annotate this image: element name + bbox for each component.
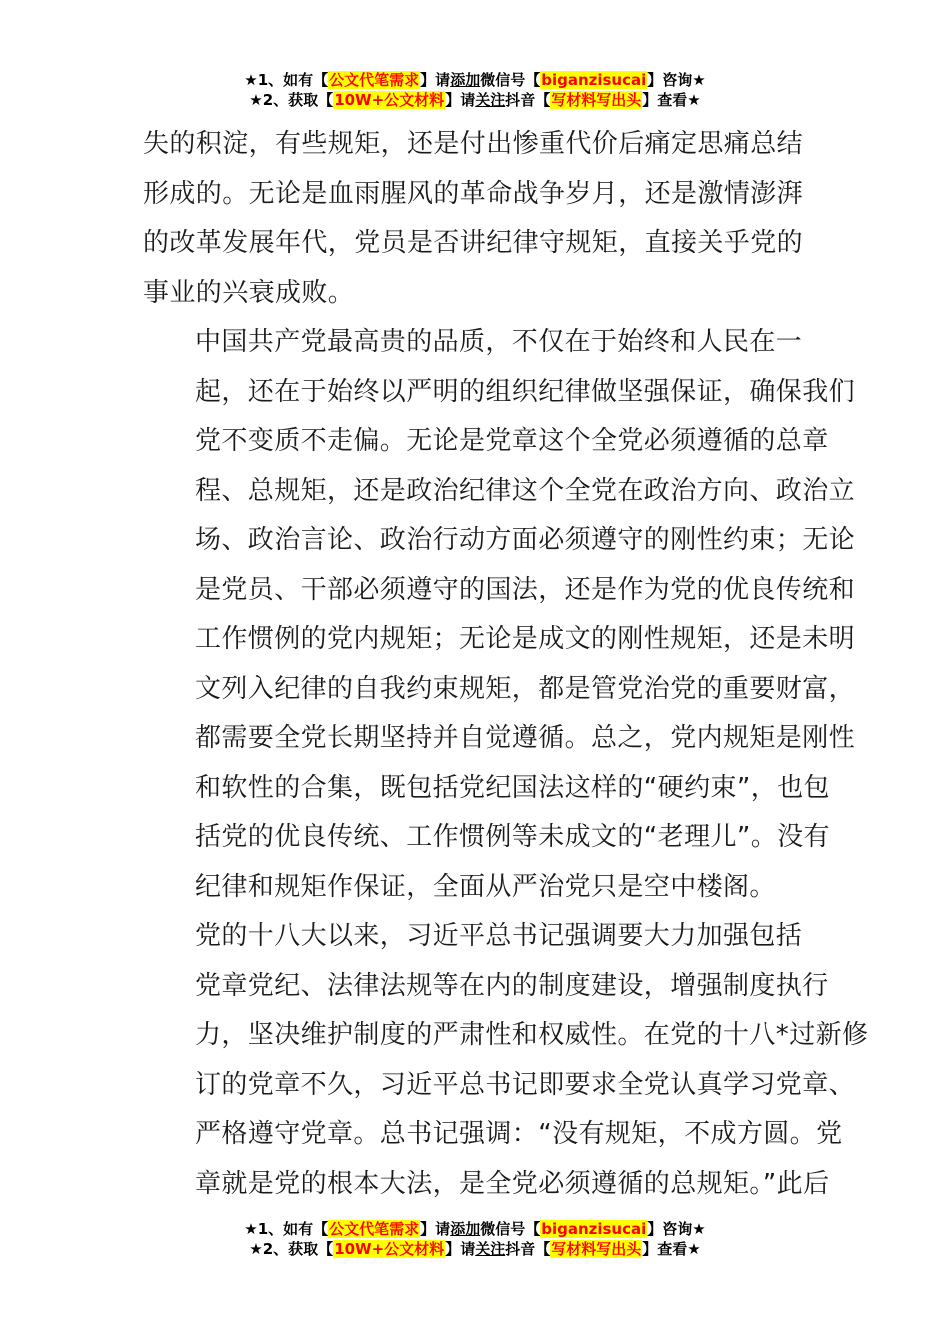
text-line: 力，坚决维护制度的严肃性和权威性。在党的十八*过新修 bbox=[195, 1020, 869, 1050]
banner-underline: 添加 bbox=[450, 71, 481, 89]
text-line: 纪律和规矩作保证，全面从严治党只是空中楼阁。 bbox=[195, 871, 776, 902]
banner-text: 微信号【 bbox=[480, 1220, 541, 1238]
text-line: 党的十八大以来，习近平总书记强调要大力加强包括 bbox=[195, 921, 803, 951]
banner-text: 】请 bbox=[420, 71, 451, 89]
text-line: 括党的优良传统、工作惯例等未成文的“老理儿”。没有 bbox=[195, 822, 830, 852]
banner-line-1 bbox=[0, 1219, 950, 1239]
text-line: 事业的兴衰成败。 bbox=[143, 277, 355, 308]
banner-text: 抖音【 bbox=[505, 91, 551, 109]
banner-text: 】咨询★ bbox=[647, 71, 706, 89]
banner-text: 微信号【 bbox=[480, 71, 541, 89]
text-line: 中国共产党最高贵的品质，不仅在于始终和人民在一 bbox=[195, 327, 803, 357]
text-line: 文列入纪律的自我约束规矩，都是管党治党的重要财富， bbox=[195, 673, 856, 704]
banner-underline: 关注 bbox=[475, 91, 506, 109]
banner-highlight: 写材料写出头 bbox=[551, 91, 642, 109]
text-line: 起，还在于始终以严明的组织纪律做坚强保证，确保我们 bbox=[195, 376, 856, 407]
banner-text: 】查看★ bbox=[642, 1240, 701, 1258]
banner-highlight: biganzisucai bbox=[541, 71, 647, 89]
text-line: 订的党章不久，习近平总书记即要求全党认真学习党章、 bbox=[195, 1069, 856, 1100]
text-line: 和软性的合集，既包括党纪国法这样的“硬约束”，也包 bbox=[195, 772, 830, 803]
text-line: 失的积淀，有些规矩，还是付出惨重代价后痛定思痛总结 bbox=[143, 129, 804, 159]
banner-line-1 bbox=[0, 70, 950, 90]
text-line: 党不变质不走偏。无论是党章这个全党必须遵循的总章 bbox=[195, 426, 829, 456]
banner-text: ★1、如有【 bbox=[244, 71, 329, 89]
text-line: 章就是党的根本大法，是全党必须遵循的总规矩。”此后 bbox=[195, 1168, 830, 1199]
banner-text: ★2、获取【 bbox=[249, 1240, 334, 1258]
banner-text: 】请 bbox=[445, 1240, 476, 1258]
banner-underline: 关注 bbox=[475, 1240, 506, 1258]
paragraph bbox=[143, 120, 807, 318]
text-line: 都需要全党长期坚持并自觉遵循。总之，党内规矩是刚性 bbox=[195, 723, 856, 753]
banner-line-2 bbox=[0, 90, 950, 110]
banner-highlight: biganzisucai bbox=[541, 1220, 647, 1238]
text-line: 工作惯例的党内规矩；无论是成文的刚性规矩，还是未明 bbox=[195, 624, 856, 654]
banner-underline: 添加 bbox=[450, 1220, 481, 1238]
text-line: 严格遵守党章。总书记强调：“没有规矩，不成方圆。党 bbox=[195, 1119, 843, 1149]
paragraph bbox=[143, 318, 856, 912]
text-line: 场、政治言论、政治行动方面必须遵守的刚性约束；无论 bbox=[195, 525, 856, 555]
banner-text: ★1、如有【 bbox=[244, 1220, 329, 1238]
text-line: 党章党纪、法律法规等在内的制度建设，增强制度执行 bbox=[195, 970, 829, 1001]
footer-banner bbox=[0, 1219, 950, 1259]
banner-highlight: 公文代笔需求 bbox=[329, 71, 420, 89]
text-line: 程、总规矩，还是政治纪律这个全党在政治方向、政治立 bbox=[195, 475, 856, 506]
banner-text: 】咨询★ bbox=[647, 1220, 706, 1238]
text-line: 的改革发展年代，党员是否讲纪律守规矩，直接关乎党的 bbox=[143, 228, 804, 258]
banner-text: 抖音【 bbox=[505, 1240, 551, 1258]
banner-text: ★2、获取【 bbox=[249, 91, 334, 109]
banner-text: 】请 bbox=[420, 1220, 451, 1238]
paragraph bbox=[143, 912, 869, 1209]
banner-text: 】查看★ bbox=[642, 91, 701, 109]
banner-highlight: 10W+公文材料 bbox=[334, 91, 445, 109]
banner-highlight: 10W+公文材料 bbox=[334, 1240, 445, 1258]
text-line: 是党员、干部必须遵守的国法，还是作为党的优良传统和 bbox=[195, 574, 856, 605]
banner-text: 】请 bbox=[445, 91, 476, 109]
banner-highlight: 写材料写出头 bbox=[551, 1240, 642, 1258]
document-body bbox=[143, 120, 869, 1209]
banner-line-2 bbox=[0, 1239, 950, 1259]
banner-highlight: 公文代笔需求 bbox=[329, 1220, 420, 1238]
header-banner bbox=[0, 70, 950, 110]
text-line: 形成的。无论是血雨腥风的革命战争岁月，还是激情澎湃 bbox=[143, 178, 804, 209]
